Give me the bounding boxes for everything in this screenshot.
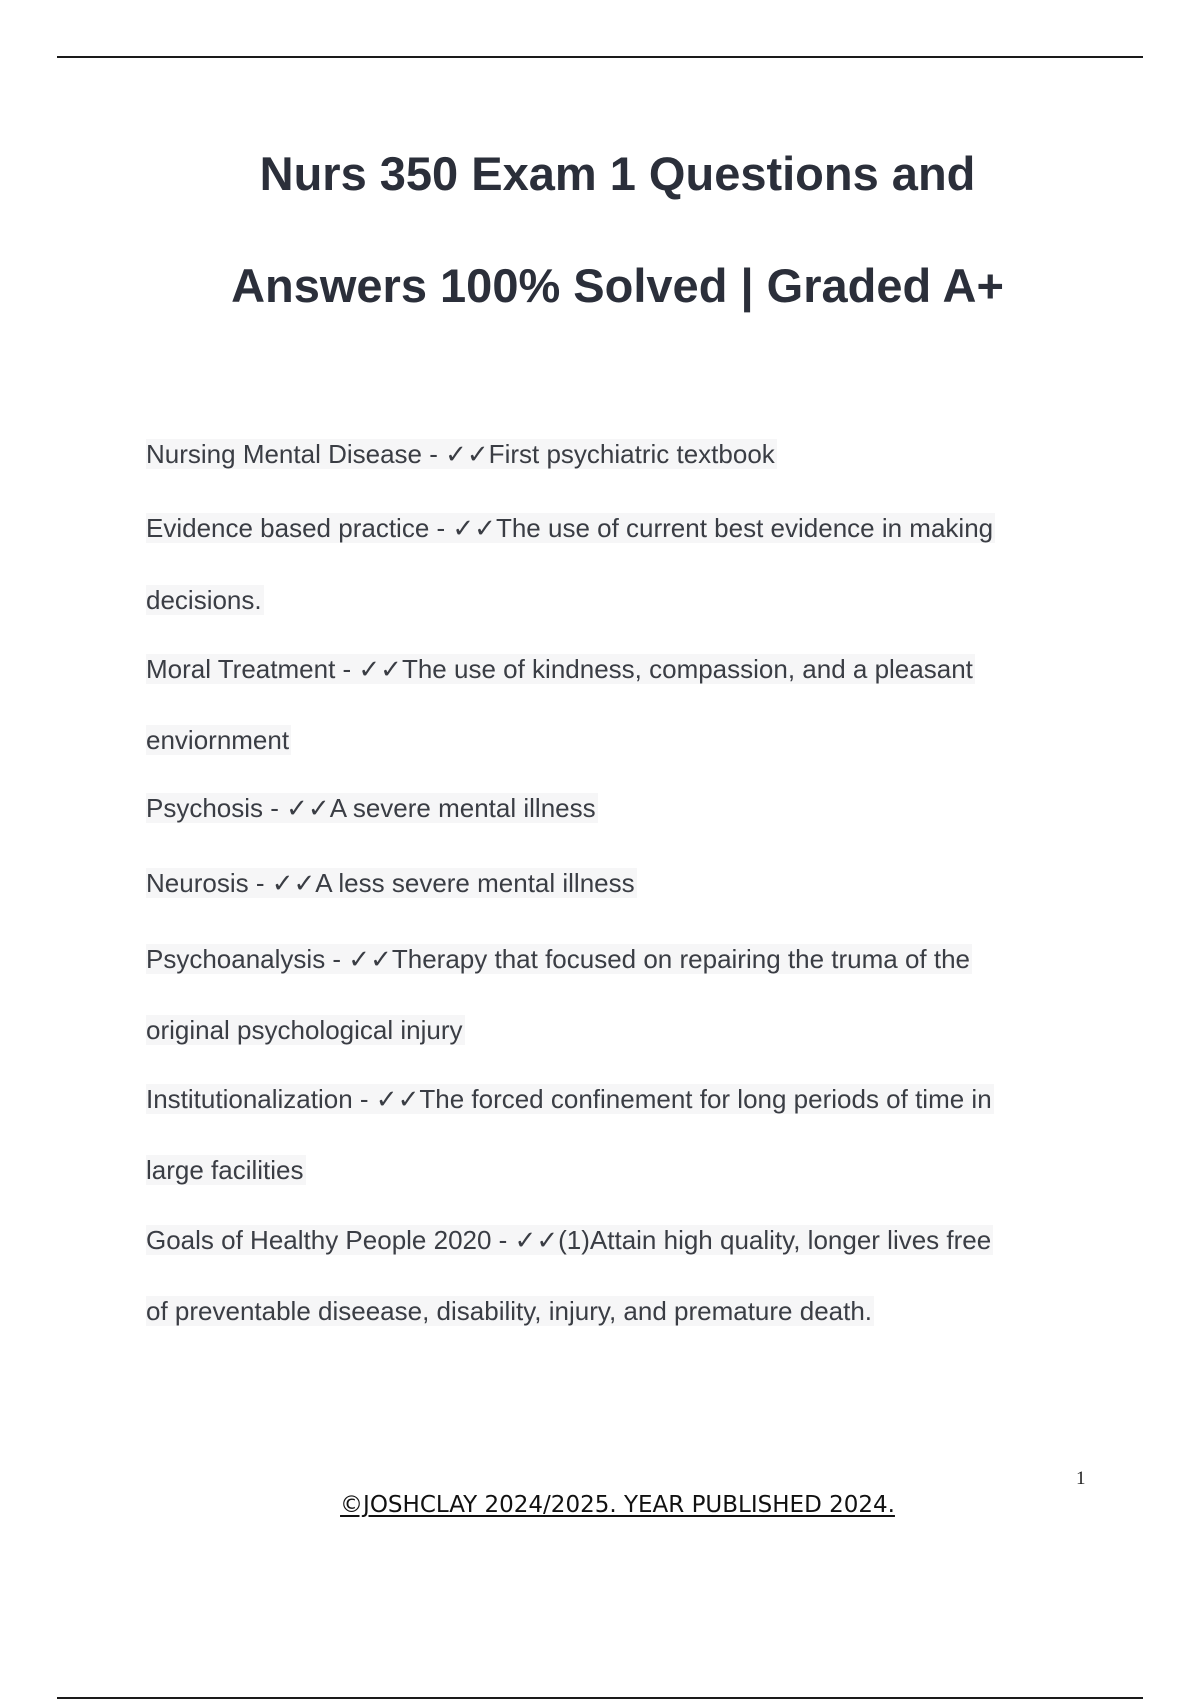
entry-line bbox=[146, 1222, 993, 1258]
entry-text: Institutionalization - ✓✓The forced confinement for long periods of time in bbox=[146, 1084, 992, 1114]
entry-line bbox=[146, 722, 291, 758]
entry-line bbox=[146, 1081, 994, 1117]
entry-line bbox=[146, 1012, 465, 1048]
entry-line bbox=[146, 865, 637, 901]
entry-line bbox=[146, 790, 598, 826]
entry-text: Nursing Mental Disease - ✓✓First psychiatric textbook bbox=[146, 439, 775, 469]
top-rule bbox=[57, 56, 1143, 58]
entry-text: original psychological injury bbox=[146, 1015, 463, 1045]
document-title-line-2: Answers 100% Solved | Graded A+ bbox=[231, 259, 1004, 312]
entry-text: Neurosis - ✓✓A less severe mental illness bbox=[146, 868, 635, 898]
entry-text: enviornment bbox=[146, 725, 290, 755]
entry-text: decisions. bbox=[146, 585, 262, 615]
document-title-line-1: Nurs 350 Exam 1 Questions and bbox=[259, 147, 976, 200]
entry-text: large facilities bbox=[146, 1155, 304, 1185]
entry-line bbox=[146, 941, 972, 977]
bottom-rule bbox=[57, 1697, 1143, 1699]
entry-text: Moral Treatment - ✓✓The use of kindness, compassion, and a pleasant bbox=[146, 654, 973, 684]
entry-text: Goals of Healthy People 2020 - ✓✓(1)Attain high quality, longer lives free bbox=[146, 1225, 992, 1255]
entry-line bbox=[146, 651, 975, 687]
entry-line bbox=[146, 1293, 874, 1329]
entry-line bbox=[146, 510, 995, 546]
entry-line bbox=[146, 1152, 306, 1188]
entry-text: Psychoanalysis - ✓✓Therapy that focused on repairing the truma of the bbox=[146, 944, 970, 974]
entry-line bbox=[146, 582, 264, 618]
page-number: 1 bbox=[1076, 1468, 1086, 1489]
entry-line bbox=[146, 436, 777, 472]
copyright-footer: ©JOSHCLAY 2024/2025. YEAR PUBLISHED 2024. bbox=[340, 1492, 895, 1518]
entry-text: Evidence based practice - ✓✓The use of current best evidence in making bbox=[146, 513, 994, 543]
entry-text: of preventable diseease, disability, injury, and premature death. bbox=[146, 1296, 873, 1326]
entry-text: Psychosis - ✓✓A severe mental illness bbox=[146, 793, 596, 823]
